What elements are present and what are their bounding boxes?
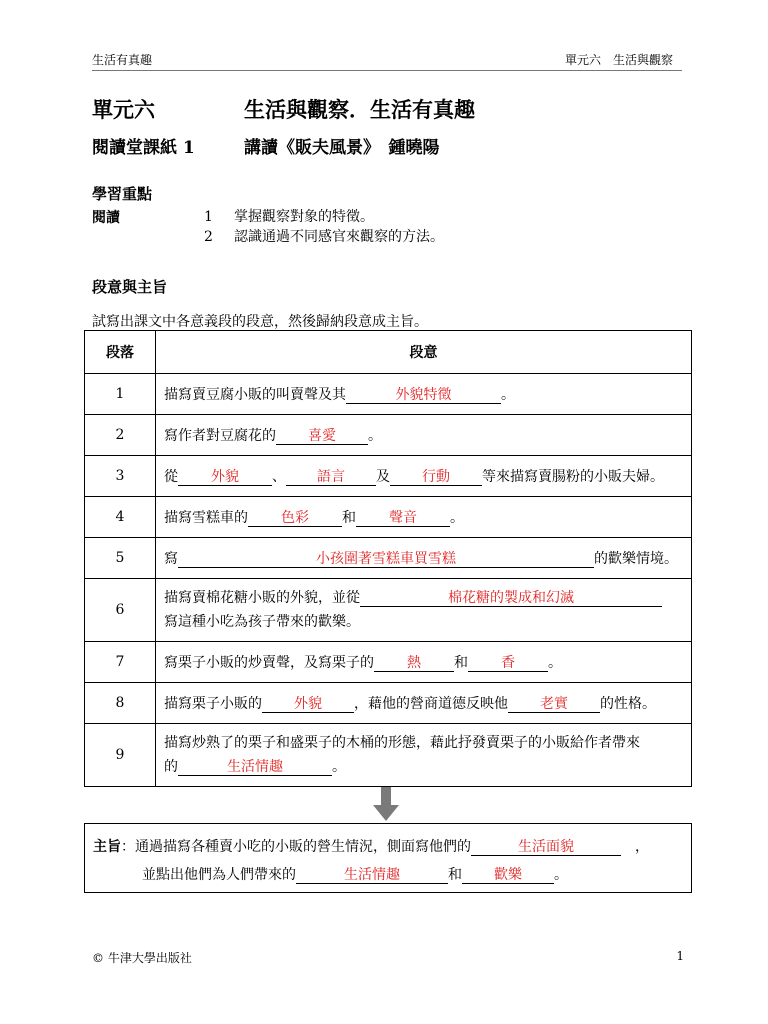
worksheet-title-row [92,133,440,158]
paragraph-number: 1 [85,374,156,415]
paragraph-meaning-heading: 段意與主旨 [92,278,168,296]
copyright-text: © 牛津大學出版社 [92,951,192,965]
table-row [85,579,692,642]
answer-blank: 喜愛 [276,428,368,445]
paragraph-number: 8 [85,683,156,724]
theme-line: 並點出他們為人們帶來的 生活情趣 和 歡樂 。 [142,867,568,883]
unit-label: 單元六 [92,97,155,122]
answer-blank: 語言 [286,469,376,486]
answer-blank: 小孩圍著雪糕車買雪糕 [178,551,594,568]
down-arrow-icon [373,787,399,821]
answer-blank: 棉花糖的製成和幻滅 [360,590,662,607]
table-row [85,456,692,497]
paragraph-meaning-table [84,330,692,787]
answer-blank: 外貌 [178,469,272,486]
table-row [85,497,692,538]
table-row [85,415,692,456]
theme-summary-box [84,823,692,893]
paragraph-meaning: 寫栗子小販的炒賣聲，及寫栗子的 熱 和 香 。 [156,642,692,683]
header-divider [92,70,682,71]
learning-goals-heading: 學習重點 [92,185,153,203]
paragraph-number: 4 [85,497,156,538]
answer-blank: 生活情趣 [178,759,332,776]
paragraph-meaning: 寫 小孩圍著雪糕車買雪糕 的歡樂情境。 [156,538,692,579]
table-row [85,538,692,579]
paragraph-number: 7 [85,642,156,683]
table-row [85,374,692,415]
paragraph-meaning: 描寫雪糕車的 色彩 和 聲音 。 [156,497,692,538]
header-title-right: 單元六 生活與觀察 [564,53,673,67]
unit-title-row [92,94,475,124]
answer-blank: 熱 [374,655,454,672]
paragraph-meaning: 描寫賣棉花糖小販的外貌，並從 棉花糖的製成和幻滅 寫這種小吃為孩子帶來的歡樂。 [156,579,692,642]
answer-blank: 老實 [508,696,600,713]
paragraph-meaning: 描寫炒熟了的栗子和盛栗子的木桶的形態，藉此抒發賣栗子的小販給作者帶來 的 生活情趣 。 [156,724,692,787]
paragraph-meaning: 寫作者對豆腐花的 喜愛 。 [156,415,692,456]
goal-item: 1 掌握觀察對象的特徵。 [204,209,374,225]
paragraph-number: 3 [85,456,156,497]
paragraph-meaning: 描寫栗子小販的 外貌 ，藉他的營商道德反映他 老實 的性格。 [156,683,692,724]
answer-blank: 外貌 [262,696,354,713]
answer-blank: 外貌特徵 [346,387,501,404]
header-title-left: 生活有真趣 [92,53,153,67]
answer-blank: 聲音 [356,510,450,527]
column-header-meaning: 段意 [156,331,692,374]
paragraph-number: 5 [85,538,156,579]
paragraph-number: 9 [85,724,156,787]
paragraph-meaning: 描寫賣豆腐小販的叫賣聲及其 外貌特徵 。 [156,374,692,415]
column-header-paragraph: 段落 [85,331,156,374]
table-row [85,683,692,724]
table-row [85,724,692,787]
lesson-title: 講讀《販夫風景》 鍾曉陽 [244,138,440,158]
answer-blank: 色彩 [248,510,342,527]
goal-item: 2 認識通過不同感官來觀察的方法。 [204,229,444,245]
paragraph-meaning: 從 外貌 、 語言 及 行動 等來描寫賣腸粉的小販夫婦。 [156,456,692,497]
answer-blank: 生活情趣 [296,867,448,884]
answer-blank: 香 [468,655,548,672]
paragraph-number: 6 [85,579,156,642]
table-row [85,642,692,683]
paragraph-number: 2 [85,415,156,456]
goal-category-label: 閱讀 [92,210,120,226]
unit-theme: 生活與觀察．生活有真趣 [244,97,475,122]
instruction-text: 試寫出課文中各意義段的段意，然後歸納段意成主旨。 [92,314,428,330]
page-number: 1 [676,949,684,963]
answer-blank: 行動 [390,469,482,486]
table-header-row [85,331,692,374]
answer-blank: 生活面貌 [471,839,621,856]
theme-label: 主旨 [93,839,121,855]
theme-line: 主旨：通過描寫各種賣小吃的小販的營生情況，側面寫他們的 生活面貌 ， [93,839,649,855]
worksheet-label: 閱讀堂課紙 1 [92,138,195,158]
answer-blank: 歡樂 [462,867,554,884]
